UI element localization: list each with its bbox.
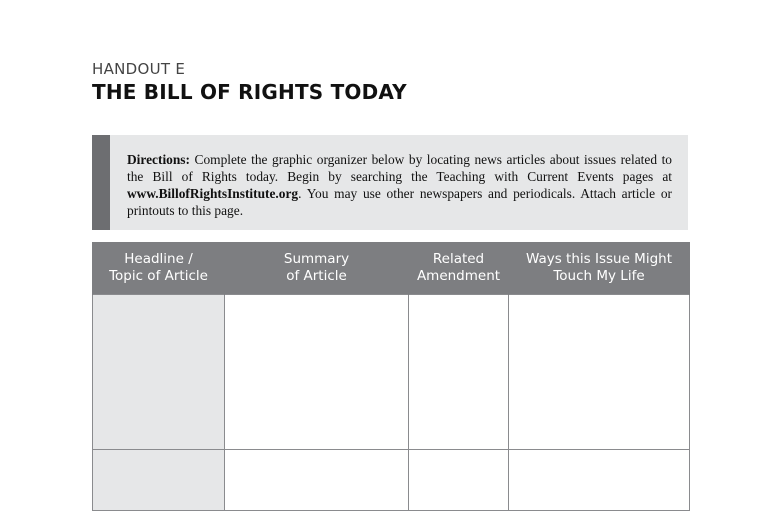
table-row	[93, 295, 690, 450]
column-header-line: of Article	[286, 268, 347, 284]
graphic-organizer-table	[92, 242, 690, 511]
directions-text	[110, 135, 688, 230]
headline-cell[interactable]	[93, 295, 225, 450]
column-header-line: Touch My Life	[553, 268, 645, 284]
directions-accent-bar	[92, 135, 110, 230]
directions-box	[92, 135, 688, 230]
directions-label: Directions:	[127, 152, 190, 167]
headline-cell[interactable]	[93, 450, 225, 511]
column-header-ways	[509, 242, 690, 295]
amendment-cell[interactable]	[409, 295, 509, 450]
directions-url: www.BillofRightsInstitute.org	[127, 186, 299, 201]
ways-cell[interactable]	[509, 295, 690, 450]
page-title: THE BILL OF RIGHTS TODAY	[92, 80, 407, 104]
column-header-line: Headline /	[124, 251, 193, 267]
column-header-line: Related	[432, 251, 485, 267]
column-header-headline	[93, 242, 225, 295]
ways-cell[interactable]	[509, 450, 690, 511]
column-header-line: Ways this Issue Might	[525, 251, 672, 267]
table-row	[93, 450, 690, 511]
summary-cell[interactable]	[225, 295, 409, 450]
summary-cell[interactable]	[225, 450, 409, 511]
column-header-line: Summary	[283, 251, 350, 267]
amendment-cell[interactable]	[409, 450, 509, 511]
column-header-line: Topic of Article	[109, 268, 208, 284]
handout-label: HANDOUT E	[92, 60, 186, 78]
column-header-amendment	[409, 242, 509, 295]
column-header-line: Amendment	[416, 268, 501, 284]
column-header-summary	[225, 242, 409, 295]
table-header-row	[93, 242, 690, 295]
directions-body-start: Complete the graphic organizer below by locating news articles about issues related to the Bill of Rights today. Begin by searching the Teaching with Current Events pages at	[127, 152, 672, 184]
directions-body-end: . You may use other newspapers and periodicals. Attach article or printouts to this page.	[127, 186, 672, 218]
